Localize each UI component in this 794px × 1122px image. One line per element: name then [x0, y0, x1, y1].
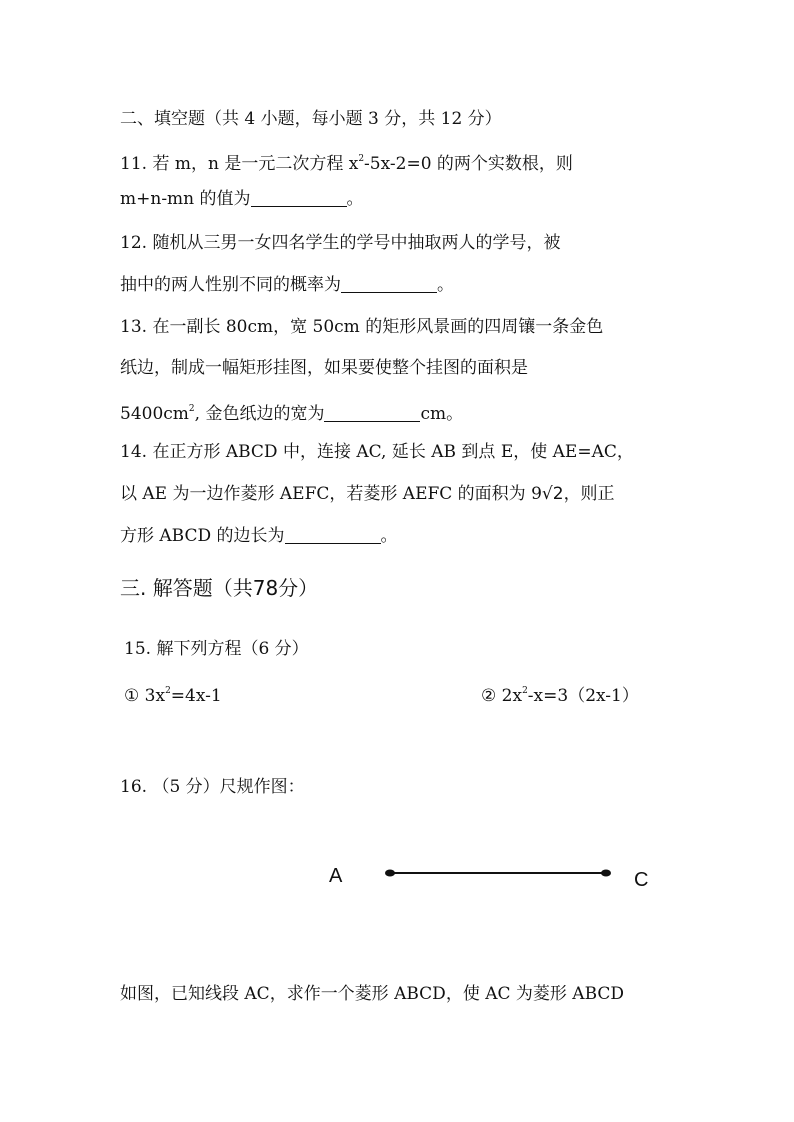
- endpoint-c: [601, 870, 611, 877]
- question-11-line-1: 11. 若 m，n 是一元二次方程 $x^2-5x-2=0$ 的两个实数根，则: [120, 154, 573, 174]
- equation-1: ① $3x^2=4x-1$: [124, 686, 222, 706]
- question-11-line-2: m+n-mn 的值为 。: [120, 189, 364, 209]
- question-13-line-3: $5400cm^2$, 金色纸边的宽为 cm。: [120, 404, 464, 424]
- sqrt-two: √2: [541, 484, 564, 504]
- answer-blank-13[interactable]: [324, 406, 420, 422]
- question-16-title: 16. （5 分）尺规作图：: [120, 777, 305, 797]
- question-16-description: 如图，已知线段 AC，求作一个菱形 ABCD，使 AC 为菱形 ABCD: [120, 984, 625, 1004]
- question-14-line-1: 14. 在正方形 ABCD 中，连接 AC, 延长 AB 到点 E，使 AE=AC，: [120, 442, 634, 462]
- endpoint-a: [385, 870, 395, 877]
- section-2-heading: 二、填空题（共 4 小题，每小题 3 分，共 12 分）: [120, 109, 502, 129]
- line-segment-ac: [380, 866, 620, 880]
- question-12-line-2: 抽中的两人性别不同的概率为 。: [120, 275, 454, 295]
- point-label-c: C: [634, 869, 649, 891]
- answer-blank-11[interactable]: [251, 191, 347, 207]
- question-12-line-1: 12. 随机从三男一女四名学生的学号中抽取两人的学号，被: [120, 233, 561, 253]
- section-3-heading: 三. 解答题（共78分）: [120, 576, 319, 600]
- question-13-line-2: 纸边，制成一幅矩形挂图，如果要使整个挂图的面积是: [120, 358, 528, 378]
- answer-blank-12[interactable]: [341, 277, 437, 293]
- question-14-line-3: 方形 ABCD 的边长为 。: [120, 526, 398, 546]
- question-13-line-1: 13. 在一副长 80cm，宽 50cm 的矩形风景画的四周镶一条金色: [120, 317, 604, 337]
- point-label-a: A: [329, 865, 343, 887]
- question-14-line-2: 以 AE 为一边作菱形 AEFC，若菱形 AEFC 的面积为 9√2，则正: [120, 484, 615, 504]
- question-15-title: 15. 解下列方程（6 分）: [124, 639, 309, 659]
- answer-blank-14[interactable]: [285, 528, 381, 544]
- equation-2: ② $2x^2-x=3(2x-1)$: [481, 686, 639, 706]
